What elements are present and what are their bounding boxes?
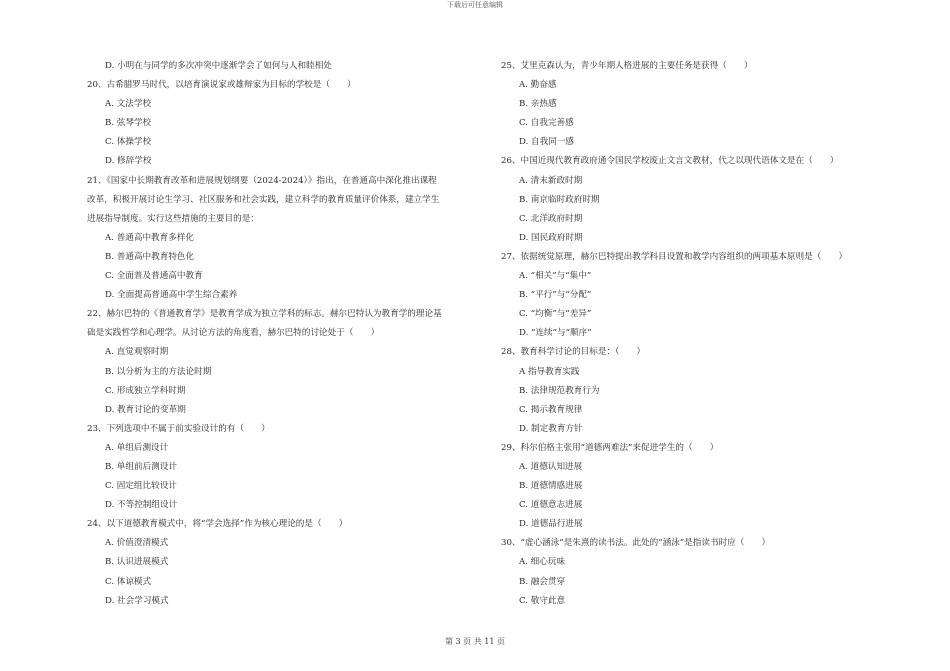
- answer-option: C. 道德意志进展: [519, 500, 583, 511]
- page-footer: 第 3 页 共 11 页: [445, 637, 505, 646]
- answer-option: C. 敬守此意: [519, 595, 566, 606]
- answer-option: C. “均衡”与“差异”: [519, 309, 592, 320]
- answer-option: B. “平行”与“分配”: [519, 290, 592, 301]
- question-text: 改革，积极开展讨论生学习、社区服务和社会实践，建立科学的教育质量评价体系，建立学生: [87, 194, 440, 205]
- question-text: 24、以下道德教育模式中，将“学会选择”作为核心理论的是（ ）: [87, 519, 348, 530]
- answer-option: D. 教育讨论的变革期: [105, 404, 186, 415]
- answer-option: A. 勤奋感: [519, 80, 557, 91]
- left-column: [87, 57, 487, 611]
- question-text: 础是实践哲学和心理学。从讨论方法的角度看，赫尔巴特的讨论处于（ ）: [87, 328, 380, 339]
- answer-option: A. 文法学校: [105, 99, 152, 110]
- answer-option: D. 国民政府时期: [519, 232, 583, 243]
- answer-option: C. 揭示教育规律: [519, 404, 583, 415]
- answer-option: B. 单组前后测设计: [105, 461, 177, 472]
- answer-option: C. 固定组比较设计: [105, 481, 177, 492]
- question-text: 26、中国近现代教育政府通令国民学校废止文言文教材，代之以现代语体文是在（ ）: [501, 156, 839, 167]
- question-text: 20、古希腊罗马时代，以培育演说家或雄辩家为目标的学校是（ ）: [87, 80, 356, 91]
- answer-option: A. 单组后测设计: [105, 442, 169, 453]
- question-text: 25、艾里克森认为，青少年期人格进展的主要任务是获得（ ）: [501, 61, 753, 71]
- right-column: [501, 57, 901, 611]
- answer-option: D. 小明在与同学的多次冲突中逐渐学会了如何与人和睦相处: [105, 61, 332, 71]
- question-text: 27、依据统觉原理，赫尔巴特提出教学科目设置和教学内容组织的两项基本原则是（ ）: [501, 251, 848, 262]
- answer-option: C. 北洋政府时期: [519, 213, 583, 224]
- question-text: 28、教育科学讨论的目标是：（ ）: [501, 347, 646, 358]
- answer-option: B. 南京临时政府时期: [519, 194, 600, 205]
- question-text: 23、下列选项中不属于前实验设计的有（ ）: [87, 423, 270, 434]
- question-text: 22、赫尔巴特的《普通教育学》是教育学成为独立学科的标志。赫尔巴特认为教育学的理论基: [87, 309, 442, 320]
- question-text: 30、“虚心涵泳”是朱熹的读书法。此处的“涵泳”是指读书时应（ ）: [501, 538, 771, 549]
- answer-option: A. 清末新政时期: [519, 175, 583, 186]
- answer-option: A. 细心玩味: [519, 557, 566, 568]
- answer-option: A. 普通高中教育多样化: [105, 232, 195, 243]
- answer-option: D. 社会学习模式: [105, 595, 169, 606]
- answer-option: D. 道德品行进展: [519, 519, 583, 530]
- question-text: 进展指导制度。实行这些措施的主要目的是：: [87, 213, 259, 224]
- answer-option: B. 亲热感: [519, 99, 557, 110]
- header-note: 下载后可任意编辑: [447, 1, 503, 9]
- question-text: 21、《国家中长期教育改革和进展规划纲要（2024-2024）》指出，在普通高中深化推出课程: [87, 175, 437, 186]
- answer-option: D. 不等控制组设计: [105, 500, 178, 511]
- answer-option: A. 价值澄清模式: [105, 538, 169, 549]
- answer-option: A. 直觉观察时期: [105, 347, 169, 358]
- answer-option: C. 体操学校: [105, 137, 152, 148]
- answer-option: D. 制定教育方针: [519, 423, 583, 434]
- question-text: 29、科尔伯格主张用“道德两难法”来促进学生的（ ）: [501, 442, 719, 453]
- answer-option: C. 全面普及普通高中教育: [105, 271, 203, 282]
- answer-option: D. 自我同一感: [519, 137, 575, 148]
- answer-option: D. “连续”与“顺序”: [519, 328, 592, 339]
- answer-option: B. 道德情感进展: [519, 481, 583, 492]
- answer-option: D. 修辞学校: [105, 156, 152, 167]
- answer-option: A 指导教育实践: [519, 366, 580, 377]
- answer-option: C. 体谅模式: [105, 576, 152, 587]
- answer-option: A. “相关”与“集中”: [519, 271, 592, 282]
- answer-option: B. 普通高中教育特色化: [105, 251, 195, 262]
- answer-option: C. 形成独立学科时期: [105, 385, 186, 396]
- answer-option: B. 以分析为主的方法论时期: [105, 366, 212, 377]
- answer-option: B. 法律规范教育行为: [519, 385, 600, 396]
- answer-option: C. 自我完善感: [519, 118, 574, 129]
- answer-option: D. 全面提高普通高中学生综合素养: [105, 290, 238, 301]
- answer-option: B. 弦琴学校: [105, 118, 152, 129]
- answer-option: A. 道德认知进展: [519, 461, 583, 472]
- answer-option: B. 融会贯穿: [519, 576, 566, 587]
- answer-option: B. 认识进展模式: [105, 557, 169, 568]
